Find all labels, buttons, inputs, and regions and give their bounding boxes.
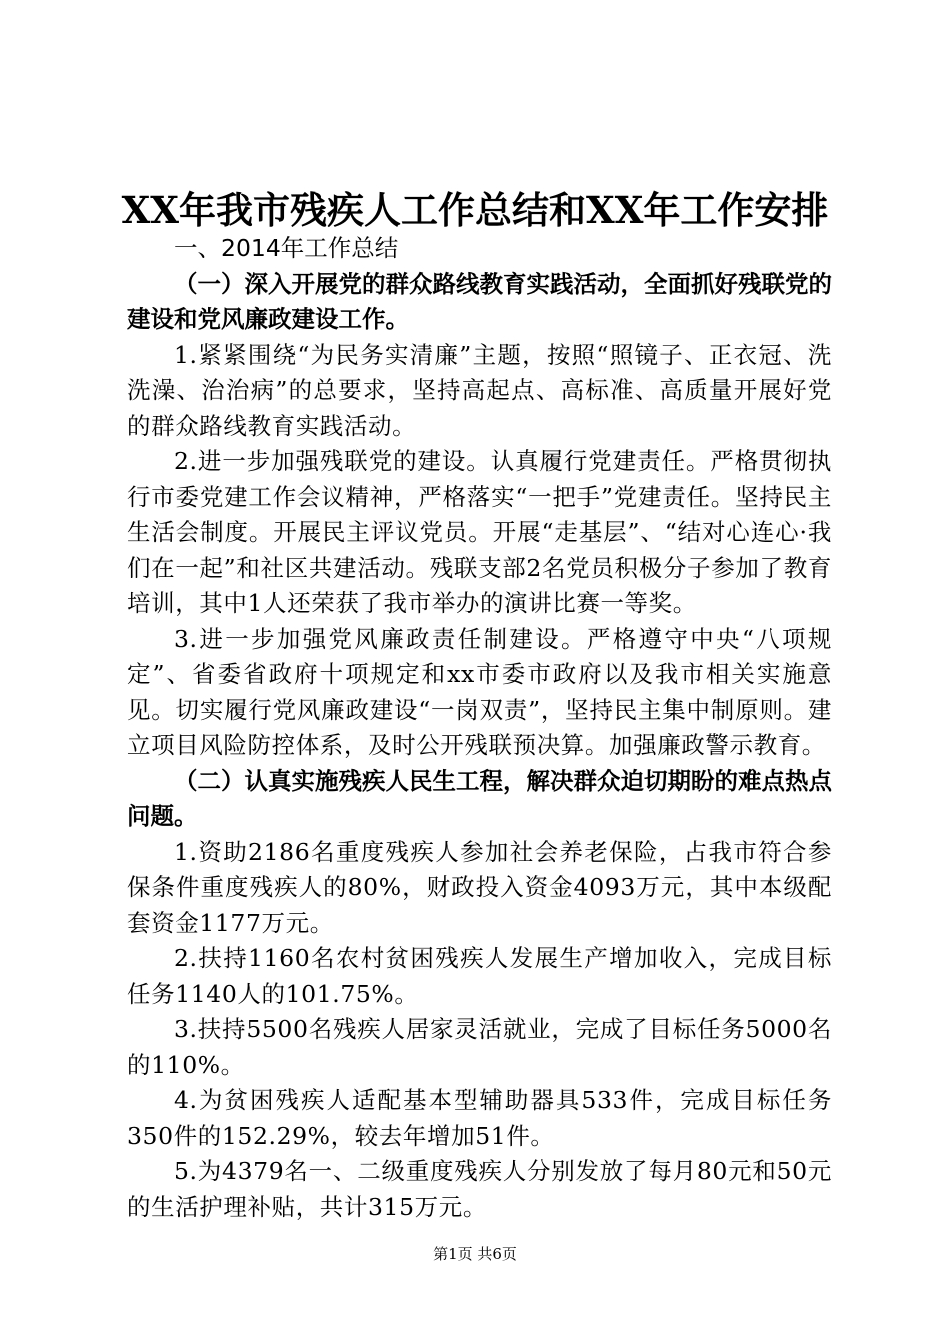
document-body: [127, 231, 832, 1225]
paragraph: 2.进一步加强残联党的建设。认真履行党建责任。严格贯彻执行市委党建工作会议精神，严格落实“一把手”党建责任。坚持民主生活会制度。开展民主评议党员。开展“走基层”、“结对心连心·我们在一起”和社区共建活动。残联支部2名党员积极分子参加了教育培训，其中1人还荣获了我市举办的演讲比赛一等奖。: [127, 447, 832, 617]
paragraph: 2.扶持1160名农村贫困残疾人发展生产增加收入，完成目标任务1140人的101.75%。: [127, 944, 832, 1008]
page-footer: 第1页 共6页: [433, 1245, 517, 1263]
paragraph: 4.为贫困残疾人适配基本型辅助器具533件，完成目标任务350件的152.29%，较去年增加51件。: [127, 1086, 832, 1150]
section-heading: 一、2014年工作总结: [174, 234, 399, 262]
document-title: XX年我市残疾人工作总结和XX年工作安排: [121, 188, 829, 232]
paragraph: 1.紧紧围绕“为民务实清廉”主题，按照“照镜子、正衣冠、洗洗澡、治治病”的总要求，坚持高起点、高标准、高质量开展好党的群众路线教育实践活动。: [127, 340, 832, 440]
paragraph: 1.资助2186名重度残疾人参加社会养老保险，占我市符合参保条件重度残疾人的80%，财政投入资金4093万元，其中本级配套资金1177万元。: [127, 837, 832, 937]
subsection-heading: （二）认真实施残疾人民生工程，解决群众迫切期盼的难点热点问题。: [127, 766, 832, 830]
subsection-heading: （一）深入开展党的群众路线教育实践活动，全面抓好残联党的建设和党风廉政建设工作。: [127, 269, 832, 333]
paragraph: 3.扶持5500名残疾人居家灵活就业，完成了目标任务5000名的110%。: [127, 1015, 832, 1079]
paragraph: 5.为4379名一、二级重度残疾人分别发放了每月80元和50元的生活护理补贴，共计315万元。: [127, 1157, 832, 1221]
paragraph: 3.进一步加强党风廉政责任制建设。严格遵守中央“八项规定”、省委省政府十项规定和xx市委市政府以及我市相关实施意见。切实履行党风廉政建设“一岗双责”，坚持民主集中制原则。建立项目风险防控体系，及时公开残联预决算。加强廉政警示教育。: [127, 624, 832, 759]
